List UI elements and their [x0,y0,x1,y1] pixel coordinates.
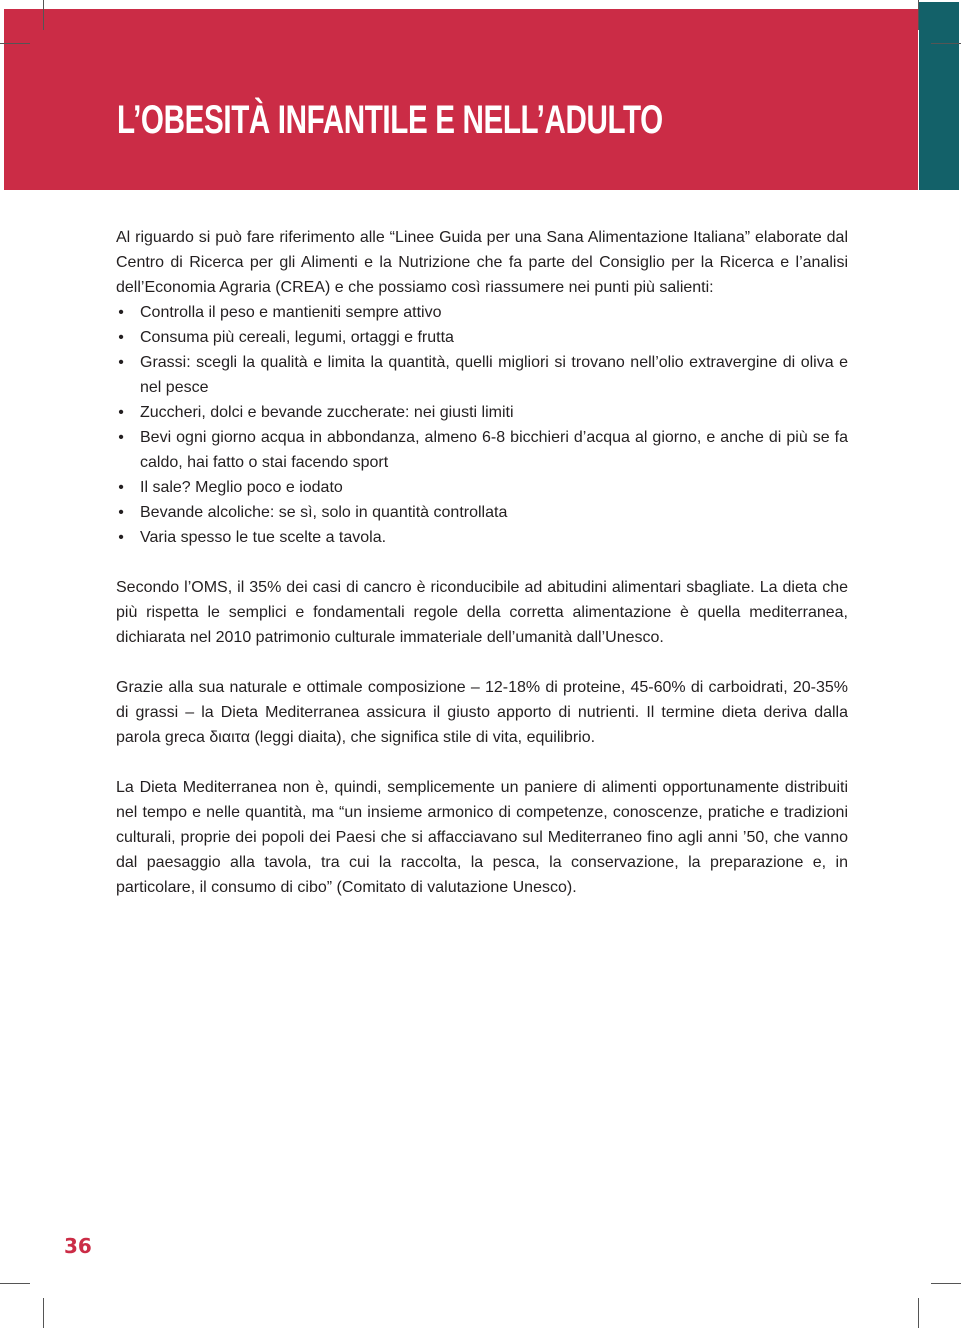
list-item [116,525,848,550]
crop-mark-top-left-vertical [43,0,44,30]
bullet-icon: • [118,429,124,446]
crop-mark-top-right-horizontal [931,43,961,44]
page-number: 36 [64,1234,92,1258]
intro-paragraph: Al riguardo si può fare riferimento alle “Linee Guida per una Sana Alimentazione Italiana” elaborate dal Centro di Ricerca per gli Alimenti e la Nutrizione che fa parte del Consiglio per la Ricerca e l’analisi dell’Economia Agraria (CREA) e che possiamo così riassumere nei punti più salienti: [116,229,848,296]
crop-mark-bottom-right-vertical [918,1298,919,1328]
unesco-paragraph: La Dieta Mediterranea non è, quindi, semplicemente un paniere di alimenti opportunamente distribuiti nel tempo e nelle quantità, ma “un insieme armonico di competenze, conoscenze, pratiche e tradizioni culturali, proprie dei popoli dei Paesi che si affacciavano sul Mediterraneo fino agli anni ’50, che vanno dal paesaggio alla tavola, tra cui la raccolta, la pesca, la conservazione, la preparazione e, in particolare, il consumo di cibo” (Comitato di valutazione Unesco). [116,779,848,896]
guidelines-list [116,300,848,550]
composition-paragraph: Grazie alla sua naturale e ottimale composizione – 12-18% di proteine, 45-60% di carboidrati, 20-35% di grassi – la Dieta Mediterranea assicura il giusto apporto di nutrienti. Il termine dieta deriva dalla parola greca διαιτα (leggi diaita), che significa stile di vita, equilibrio. [116,679,848,746]
list-item-text: Grassi: scegli la qualità e limita la quantità, quelli migliori si trovano nell’olio extravergine di oliva e nel pesce [140,354,848,396]
oms-paragraph: Secondo l’OMS, il 35% dei casi di cancro è riconducibile ad abitudini alimentari sbagliate. La dieta che più rispetta le semplici e fondamentali regole della corretta alimentazione è quella mediterranea, dichiarata nel 2010 patrimonio culturale immateriale dell’umanità dall’Unesco. [116,579,848,646]
list-item-text: Consuma più cereali, legumi, ortaggi e frutta [140,329,454,346]
bullet-icon: • [118,529,124,546]
crop-mark-top-left-horizontal [0,43,30,44]
bullet-icon: • [118,404,124,421]
bullet-icon: • [118,304,124,321]
crop-mark-bottom-right-horizontal [931,1283,961,1284]
crop-mark-bottom-left-vertical [43,1298,44,1328]
list-item [116,425,848,475]
list-item-text: Zuccheri, dolci e bevande zuccherate: nei giusti limiti [140,404,514,421]
list-item [116,325,848,350]
list-item [116,475,848,500]
bullet-icon: • [118,354,124,371]
list-item [116,400,848,425]
crop-mark-bottom-left-horizontal [0,1283,30,1284]
crop-mark-top-right-vertical [918,0,919,30]
page-title: L’OBESITÀ INFANTILE E NELL’ADULTO [117,98,663,142]
accent-strip [919,2,959,190]
list-item [116,350,848,400]
list-item-text: Bevi ogni giorno acqua in abbondanza, almeno 6-8 bicchieri d’acqua al giorno, e anche di più se fa caldo, hai fatto o stai facendo sport [140,429,848,471]
bullet-icon: • [118,329,124,346]
bullet-icon: • [118,479,124,496]
list-item [116,300,848,325]
list-item-text: Bevande alcoliche: se sì, solo in quantità controllata [140,504,508,521]
list-item-text: Varia spesso le tue scelte a tavola. [140,529,387,546]
list-item-text: Il sale? Meglio poco e iodato [140,479,343,496]
body-text [116,225,848,900]
bullet-icon: • [118,504,124,521]
list-item [116,500,848,525]
list-item-text: Controlla il peso e mantieniti sempre attivo [140,304,442,321]
